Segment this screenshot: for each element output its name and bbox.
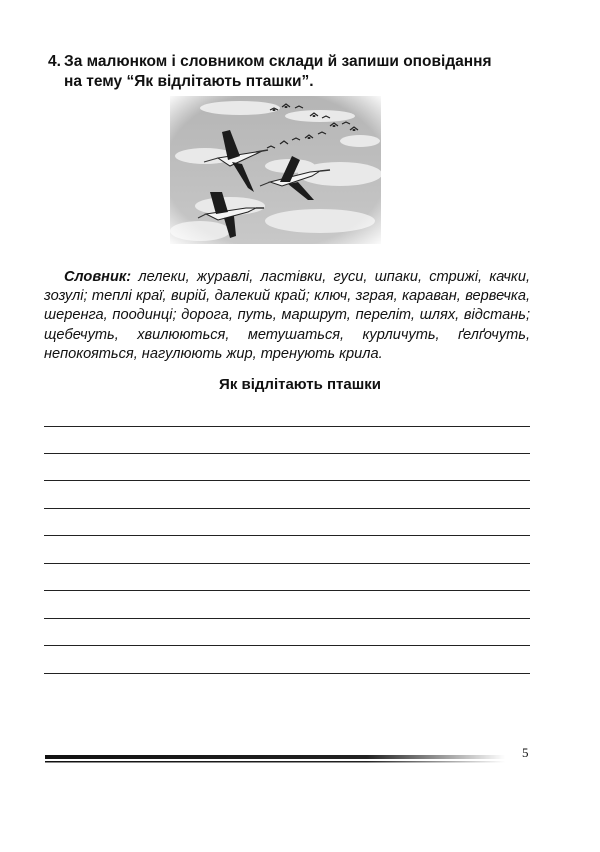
writing-line[interactable] — [44, 508, 530, 509]
vocabulary-label: Словник: — [64, 269, 132, 285]
task-text-line-1: За малюнком і словником склади й запиши оповідання — [64, 53, 492, 70]
writing-line[interactable] — [44, 590, 530, 591]
writing-line[interactable] — [44, 673, 530, 674]
task-number: 4. — [48, 53, 61, 70]
writing-line[interactable] — [44, 645, 530, 646]
vocabulary-paragraph — [44, 268, 530, 364]
writing-line[interactable] — [44, 618, 530, 619]
writing-line[interactable] — [44, 426, 530, 427]
footer-decorative-bar — [45, 752, 505, 762]
writing-line[interactable] — [44, 563, 530, 564]
page-number: 5 — [522, 745, 529, 760]
flying-storks-illustration — [170, 96, 381, 244]
writing-line[interactable] — [44, 453, 530, 454]
storks-picture-icon — [170, 96, 381, 244]
vocabulary-text: лелеки, журавлі, ластівки, гуси, шпаки, стрижі, качки, зозулі; теплі краї, вирій, далекий край; ключ, зграя, караван, вервечка, шеренга, поодинці; дорога, путь, маршрут, переліт, шлях, відстань; щебечуть, хвилюються, метушаться, курличуть, ґелґочуть, непокояться, нагулюють жир, тренують крила. — [44, 269, 530, 362]
writing-line[interactable] — [44, 535, 530, 536]
task-text-line-2: на тему “Як відлітають пташки”. — [64, 73, 314, 90]
writing-line[interactable] — [44, 480, 530, 481]
story-title: Як відлітають пташки — [219, 376, 381, 393]
